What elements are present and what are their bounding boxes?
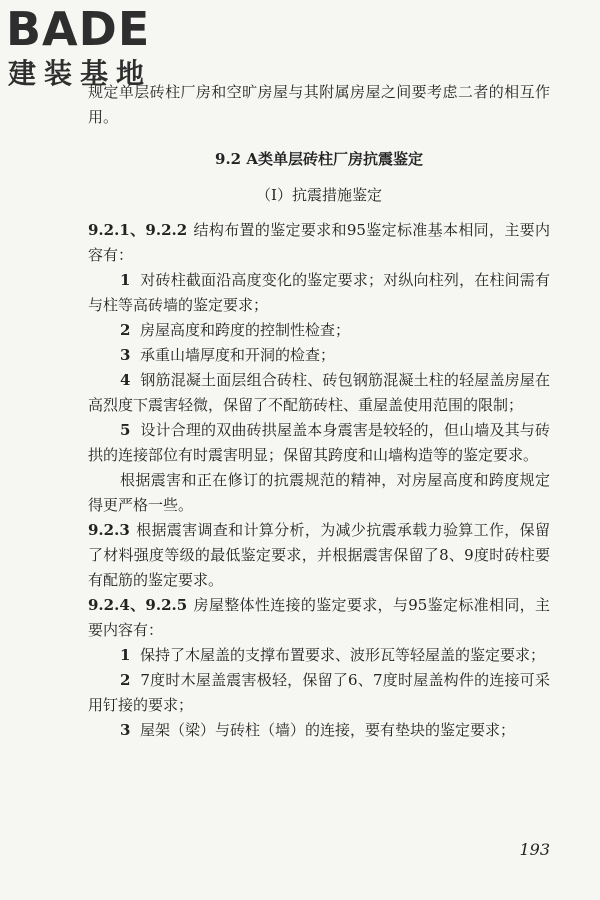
- list-item: [88, 643, 550, 668]
- item-text: 设计合理的双曲砖拱屋盖本身震害是较轻的，但山墙及其与砖拱的连接部位有时震害明显；保留其跨度和山墙构造等的鉴定要求。: [88, 421, 550, 464]
- list-item: [88, 418, 550, 468]
- item-text: 房屋高度和跨度的控制性检查；: [139, 321, 350, 339]
- clause-text: 结构布置的鉴定要求和95鉴定标准基本相同，主要内容有：: [88, 221, 550, 264]
- item-number: 3: [120, 721, 131, 739]
- list-item: [88, 268, 550, 318]
- item-number: 3: [120, 346, 131, 364]
- list-item: [88, 718, 550, 743]
- section-heading: 9.2 A类单层砖柱厂房抗震鉴定: [215, 150, 423, 168]
- item-text: 对砖柱截面沿高度变化的鉴定要求；对纵向柱列，在柱间需有与柱等高砖墙的鉴定要求；: [88, 271, 550, 314]
- item-number: 1: [120, 271, 131, 289]
- item-text: 保持了木屋盖的支撑布置要求、波形瓦等轻屋盖的鉴定要求；: [139, 646, 545, 664]
- clause-number: 9.2.4、9.2.5: [88, 596, 188, 614]
- list-item: [88, 318, 550, 343]
- document-page: [88, 80, 550, 743]
- clause-number: 9.2.3: [88, 521, 130, 539]
- bade-logo: [6, 4, 181, 90]
- logo-subtitle: 建装基地: [8, 57, 153, 90]
- clause-text: 房屋整体性连接的鉴定要求，与95鉴定标准相同，主要内容有：: [88, 596, 550, 639]
- clause-number: 9.2.1、9.2.2: [88, 221, 188, 239]
- sub-heading: （Ⅰ）抗震措施鉴定: [256, 186, 382, 204]
- clause-text: 根据震害调查和计算分析，为减少抗震承载力验算工作，保留了材料强度等级的最低鉴定要求，并根据震害保留了8、9度时砖柱要有配筋的鉴定要求。: [88, 521, 550, 589]
- item-text: 钢筋混凝土面层组合砖柱、砖包钢筋混凝土柱的轻屋盖房屋在高烈度下震害轻微，保留了不配筋砖柱、重屋盖使用范围的限制；: [88, 371, 550, 414]
- item-number: 2: [120, 671, 131, 689]
- clause-9-2-1: [88, 218, 550, 268]
- item-number: 2: [120, 321, 131, 339]
- page-number: 193: [519, 840, 550, 859]
- list-item: [88, 343, 550, 368]
- logo-mark: BADE: [6, 2, 151, 56]
- body-paragraph: 根据震害和正在修订的抗震规范的精神，对房屋高度和跨度规定得更严格一些。: [88, 471, 550, 514]
- intro-paragraph: 规定单层砖柱厂房和空旷房屋与其附属房屋之间要考虑二者的相互作用。: [88, 83, 550, 126]
- list-item: [88, 668, 550, 718]
- clause-9-2-3: [88, 518, 550, 593]
- item-number: 5: [120, 421, 131, 439]
- list-item: [88, 368, 550, 418]
- item-text: 7度时木屋盖震害极轻，保留了6、7度时屋盖构件的连接可采用钉接的要求；: [88, 671, 550, 714]
- item-text: 承重山墙厚度和开洞的检查；: [139, 346, 335, 364]
- clause-9-2-4: [88, 593, 550, 643]
- item-number: 1: [120, 646, 131, 664]
- item-number: 4: [120, 371, 131, 389]
- item-text: 屋架（梁）与砖柱（墙）的连接，要有垫块的鉴定要求；: [139, 721, 515, 739]
